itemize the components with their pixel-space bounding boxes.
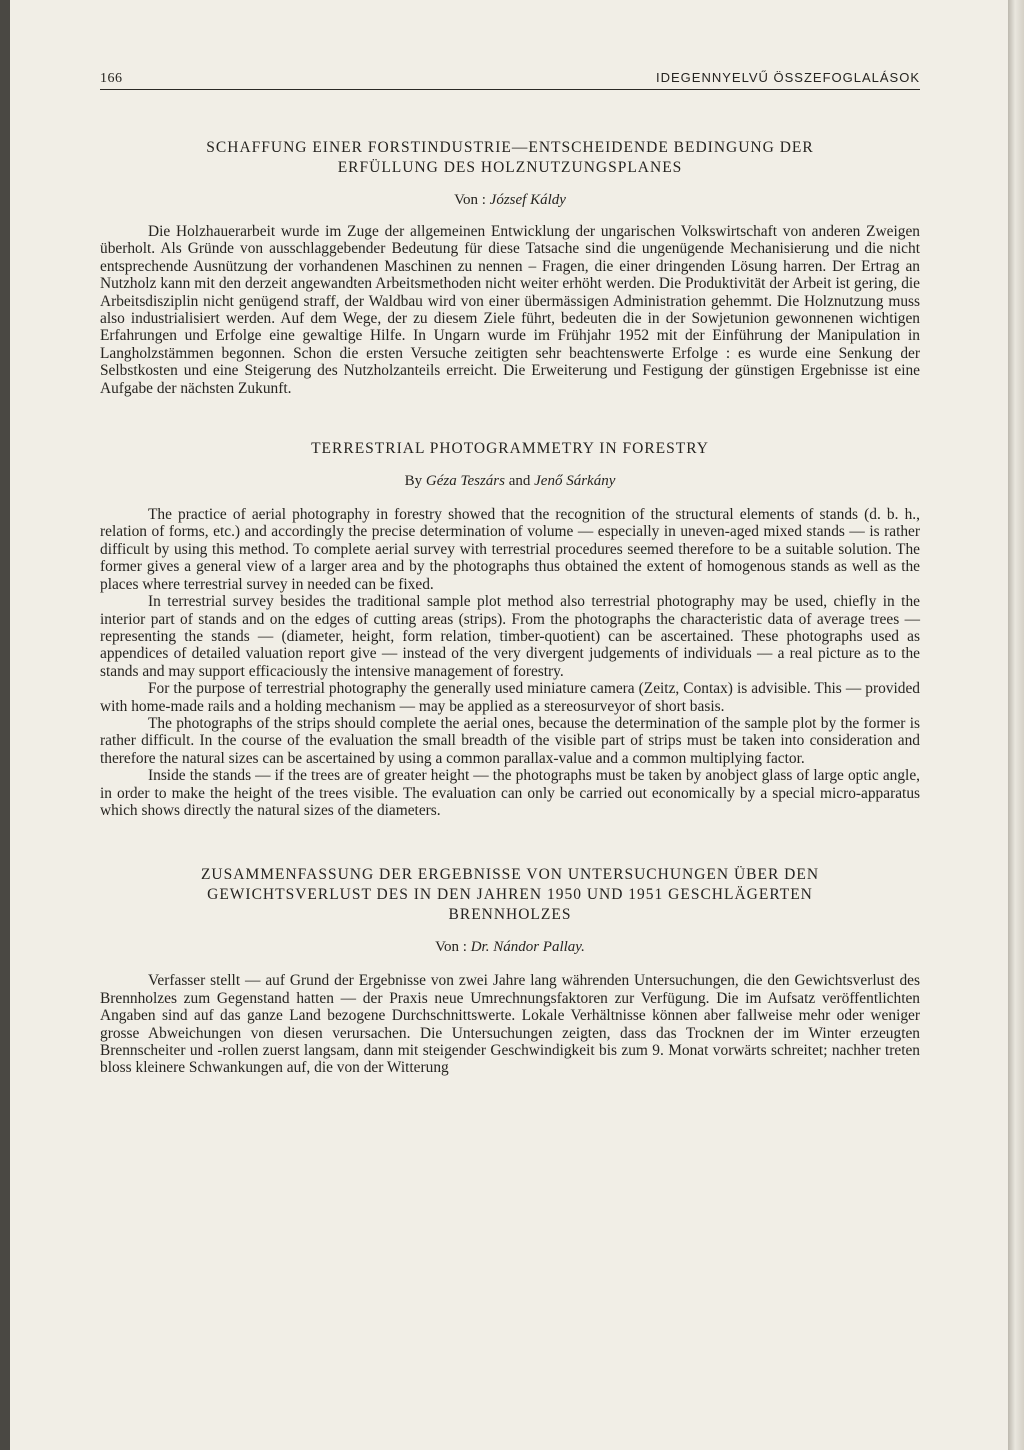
article-2-title [120, 439, 900, 459]
article-3-title [120, 865, 900, 925]
article-3-title-line1: ZUSAMMENFASSUNG DER ERGEBNISSE VON UNTERSUCHUNGEN ÜBER DEN [200, 866, 820, 884]
running-title: IDEGENNYELVŰ ÖSSZEFOGLALÁSOK [656, 70, 920, 85]
page-edge [1008, 0, 1024, 1450]
article-2-title-line1: TERRESTRIAL PHOTOGRAMMETRY IN FORESTRY [311, 440, 709, 458]
article-3-author: Dr. Nándor Pallay. [470, 939, 585, 956]
article-2-paragraph-5: Inside the stands — if the trees are of greater height — the photographs must be taken by anobject glass of large optic angle, in order to make the height of the trees visible. The evaluation can only be carried out economically by a special micro-apparatus which shows directly the natural sizes of the diameters. [100, 767, 920, 819]
article-1-paragraph: Die Holzhauerarbeit wurde im Zuge der allgemeinen Entwicklung der ungarischen Volkswirtschaft von anderen Zweigen überholt. Als Gründe von ausschlaggebender Bedeutung für diese Tatsache sind die ungenügende Mechanisierung und die nicht entsprechende Ausnützung der vorhandenen Maschinen zu nennen – Fragen, die einer dringenden Lösung harren. Der Ertrag an Nutzholz kann mit den derzeit angewandten Arbeitsmethoden nicht weiter erhöht werden. Die Produktivität der Arbeit ist gering, die Arbeitsdisziplin nicht genügend straff, der Waldbau wird von einer übermässigen Administration gehemmt. Die Holznutzung muss also industrialisiert werden. Auf dem Wege, der zu diesem Ziele führt, bedeuten die in der Sowjetunion gewonnenen wichtigen Erfahrungen und Erfolge eine gewaltige Hilfe. In Ungarn wurde im Frühjahr 1952 mit der Einführung der Manipulation in Langholzstämmen begonnen. Schon die ersten Versuche zeitigten sehr beachtenswerte Erfolge : es wurde eine Senkung der Selbstkosten und eine Steigerung des Nutzholzanteils erreicht. Die Erweiterung und Festigung der günstigen Ergebnisse ist eine Aufgabe der nächsten Zukunft. [100, 223, 920, 397]
article-3-by-prefix: Von : [435, 939, 467, 956]
article-2-body [100, 506, 920, 819]
article-3-title-line2: GEWICHTSVERLUST DES IN DEN JAHREN 1950 UND 1951 GESCHLÄGERTEN [207, 886, 813, 904]
article-2-paragraph-1: The practice of aerial photography in forestry showed that the recognition of the structural elements of stands (d. b. h., relation of forms, etc.) and accordingly the precise determination of volume — especially in uneven-aged mixed stands — is rather difficult by using this method. To complete aerial survey with terrestrial procedures seemed therefore to be a suitable solution. The former gives a general view of a larger area and by the photographs thus obtained the extent of homogenous stands as well as the places where terrestrial survey in needed can be fixed. [100, 506, 920, 593]
article-3-title-line3: BRENNHOLZES [448, 906, 572, 924]
article-2-by-prefix: By [404, 473, 423, 490]
article-2-author-2: Jenő Sárkány [534, 473, 616, 490]
page-number: 166 [100, 71, 123, 86]
page-content [100, 70, 920, 1077]
article-1-title-line2: ERFÜLLUNG DES HOLZNUTZUNGSPLANES [337, 159, 683, 176]
article-3-body [100, 972, 920, 1076]
running-header [100, 70, 920, 90]
article-1-author: József Káldy [489, 192, 566, 208]
article-2-paragraph-4: The photographs of the strips should complete the aerial ones, because the determination of the sample plot by the former is rather difficult. In the course of the evaluation the small breadth of the visible part of strips must be taken into consideration and therefore the natural sizes can be ascertained by using a common parallax-value and a common multiplying factor. [100, 714, 920, 767]
article-2-author-1: Géza Teszárs [425, 473, 505, 490]
article-1-body [100, 223, 920, 397]
article-3-paragraph: Verfasser stellt — auf Grund der Ergebnisse von zwei Jahre lang währenden Untersuchungen, die den Gewichtsverlust des Brennholzes zum Gegenstand hatten — der Praxis neue Umrechnungsfaktoren zur Verfügung. Die im Aufsatz veröffentlichten Angaben sind auf das ganze Land bezogene Durchschnittswerte. Lokale Verhältnisse können aber fallweise mehr oder weniger grosse Abweichungen von diesen verursachen. Die Untersuchungen zeigten, dass das Trocknen der im Winter erzeugten Brennscheiter und -rollen zuerst langsam, dann mit steigender Geschwindigkeit bis zum 9. Monat vorwärts schreitet; nachher treten bloss kleinere Schwankungen auf, die von der Witterung [100, 972, 920, 1077]
article-1-by-prefix: Von : [454, 192, 486, 208]
article-3-byline [100, 939, 920, 956]
article-2-byline [100, 473, 920, 490]
article-2-paragraph-3: For the purpose of terrestrial photography the generally used miniature camera (Zeitz, Contax) is advisible. This — provided with home-made rails and a holding mechanism — may be applied as a stereosurveyor of short basis. [100, 680, 920, 715]
article-1-title [120, 138, 900, 178]
article-1-byline [100, 192, 920, 209]
article-2-by-join: and [508, 473, 531, 490]
article-1-title-line1: SCHAFFUNG EINER FORSTINDUSTRIE—ENTSCHEIDENDE BEDINGUNG DER [206, 139, 814, 156]
article-2-paragraph-2: In terrestrial survey besides the traditional sample plot method also terrestrial photography may be used, chiefly in the interior part of stands and on the edges of cutting areas (strips). From the photographs the characteristic data of average trees — representing the stands — (diameter, height, form relation, timber-quotient) can be ascertained. These photographs used as appendices of detailed valuation report give — instead of the very divergent judgements of individuals — a real picture as to the stands and may support efficaciously the intensive management of forestry. [100, 593, 920, 680]
